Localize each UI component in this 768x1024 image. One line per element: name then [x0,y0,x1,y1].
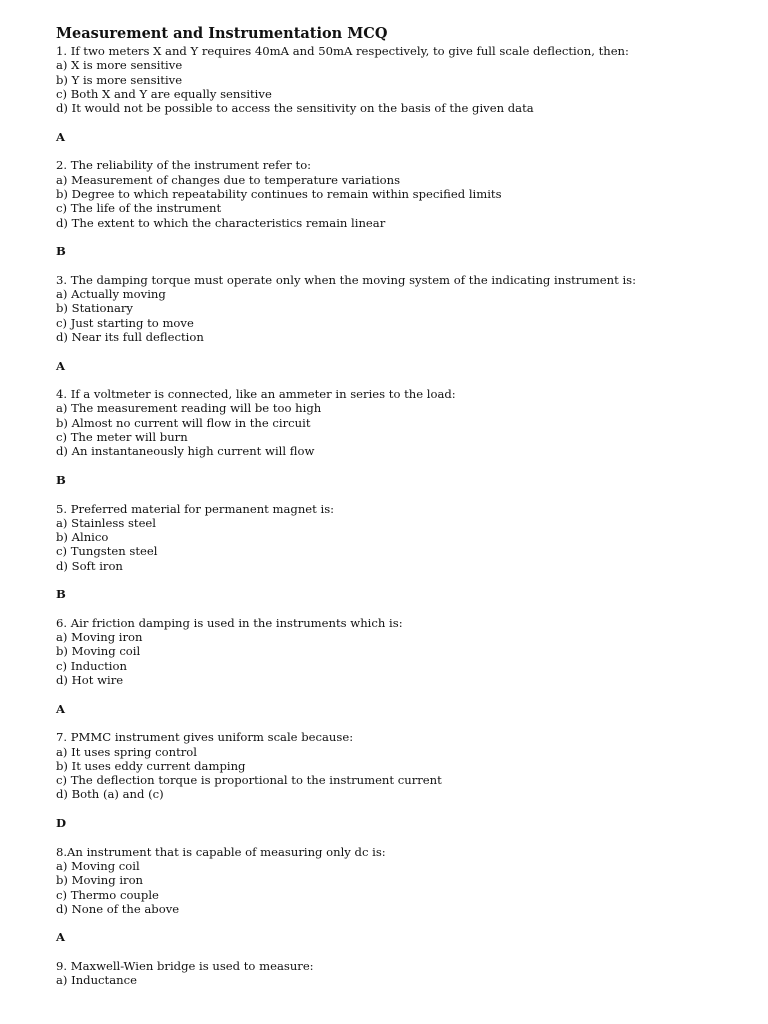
question-block [56,44,746,144]
option-a: a) Actually moving [56,287,166,302]
answer-key: B [56,472,66,487]
option-b: b) Alnico [56,530,109,545]
option-a: a) The measurement reading will be too high [56,401,322,416]
question-block [56,158,746,258]
option-c: c) The life of the instrument [56,201,222,216]
option-b: b) Moving coil [56,644,141,659]
option-d: d) Hot wire [56,673,124,688]
answer-key: A [56,358,65,373]
option-d: d) Soft iron [56,558,123,573]
option-d: d) An instantaneously high current will flow [56,444,315,459]
option-c: c) Thermo couple [56,887,159,902]
answer-key: B [56,244,66,259]
option-c: c) The meter will burn [56,430,188,445]
question-text: 7. PMMC instrument gives uniform scale because: [56,730,354,745]
option-b: b) Y is more sensitive [56,72,183,87]
option-b: b) Degree to which repeatability continues to remain within specified limits [56,186,502,201]
option-d: d) The extent to which the characteristics remain linear [56,215,386,230]
option-d: d) Near its full deflection [56,329,204,344]
option-a: a) Moving iron [56,630,143,645]
answer-key: B [56,587,66,602]
option-a: a) X is more sensitive [56,58,183,73]
question-text: 6. Air friction damping is used in the instruments which is: [56,615,403,630]
question-text: 1. If two meters X and Y requires 40mA and 50mA respectively, to give full scale deflection, then: [56,44,629,58]
option-d: d) Both (a) and (c) [56,787,164,802]
option-c: c) Just starting to move [56,315,194,330]
answer-key: D [56,816,67,831]
question-text: 8.An instrument that is capable of measuring only dc is: [56,844,386,859]
question-block [56,273,746,373]
option-b: b) Almost no current will flow in the circuit [56,415,311,430]
answer-key: A [56,129,65,144]
question-text: 5. Preferred material for permanent magnet is: [56,501,335,516]
question-text: 9. Maxwell-Wien bridge is used to measure: [56,959,314,973]
question-text: 4. If a voltmeter is connected, like an ammeter in series to the load: [56,387,456,402]
question-block [56,616,746,716]
option-a: a) Moving coil [56,858,140,873]
option-c: c) The deflection torque is proportional to the instrument current [56,773,442,788]
option-b: b) Moving iron [56,873,144,888]
question-block [56,730,746,830]
answer-key: A [56,701,65,716]
document-page [56,24,746,988]
option-d: d) None of the above [56,901,180,916]
question-text: 3. The damping torque must operate only when the moving system of the indicating instrument is: [56,272,637,287]
answer-key: A [56,930,65,945]
option-a: a) Measurement of changes due to temperature variations [56,172,401,187]
option-b: b) It uses eddy current damping [56,758,246,773]
option-c: c) Induction [56,658,127,673]
option-a: a) Stainless steel [56,515,157,530]
question-block [56,845,746,945]
question-block [56,502,746,602]
document-title: Measurement and Instrumentation MCQ [56,25,388,42]
option-a: a) Inductance [56,973,137,988]
option-c: c) Both X and Y are equally sensitive [56,86,272,101]
question-text: 2. The reliability of the instrument refer to: [56,158,312,173]
option-a: a) It uses spring control [56,744,197,759]
option-d: d) It would not be possible to access the sensitivity on the basis of the given data [56,101,534,116]
question-block [56,959,746,988]
option-b: b) Stationary [56,301,133,316]
question-block [56,387,746,487]
option-c: c) Tungsten steel [56,544,158,559]
